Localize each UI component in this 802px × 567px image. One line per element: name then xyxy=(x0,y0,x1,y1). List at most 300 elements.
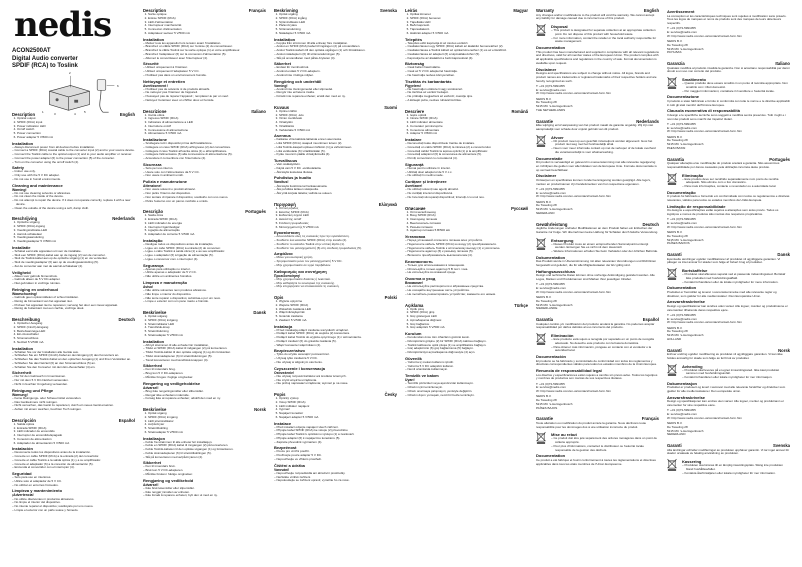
list-item: 4. På/av-brytare xyxy=(279,24,397,28)
contact-line: PAESI BASSI xyxy=(667,145,686,150)
section-heading: Установка xyxy=(405,234,426,240)
list-item: – Außen mit einem weichen, feuchten Tuch reinigen. xyxy=(12,408,135,412)
paragraph: Ontwerpen en specificaties kunnen zonder kennisgeving worden gewijzigd. Alle logo's, merken en productnamen zijn handelsmerken van hun respectieve eigenaren. xyxy=(536,177,651,186)
bullet-list xyxy=(12,146,135,165)
list-item: – Csatlakoztassa az adaptert (6) a tápcsatlakozóhoz (5). xyxy=(405,53,528,57)
contact-line: THE NETHERLANDS xyxy=(536,107,566,112)
list-item: – Telepítés előtt kapcsolja ki az összes eszközt. xyxy=(405,42,528,46)
contact-line: NEDERLAND xyxy=(667,432,686,437)
section-heading: Haftungsausschluss xyxy=(536,268,576,274)
list-item: – Cihazın içini temizlemeyin. xyxy=(405,386,528,390)
list-item: – Må ikke brukes i fuktige omgivelser. xyxy=(143,473,266,477)
list-item: 1. Optisk utgang xyxy=(148,412,266,416)
warning-heading: Waarschuwing! xyxy=(12,291,37,296)
bullet-list xyxy=(274,138,397,157)
callout-label: 4 xyxy=(74,111,76,116)
section-heading: Rengjøring og vedlikehold xyxy=(143,477,194,483)
contact-line: NEDIS B.V. xyxy=(667,39,683,43)
list-item: 6. Hálózati adapter 5 V/500 mA xyxy=(410,32,528,36)
list-item: 4. On/off switch xyxy=(17,128,135,132)
contact-block xyxy=(536,188,659,199)
list-item: – Não utilize em ambientes húmidos. xyxy=(143,275,266,279)
contact-line: De Tweeling 28 xyxy=(536,398,557,402)
list-item: – Dit product moet op een geschikt inzamelpunt worden afgevoerd. Gooi het product niet weg met het huishoudelijk afval. xyxy=(551,140,659,148)
paragraph: Produktet er produsert og levert i samsvar med alle relevante forskrifter og direktiver som gjelder for alle medlemsstatene i Den europeiske union. xyxy=(667,385,786,393)
bullet-list xyxy=(274,235,397,250)
list-item: 6. Adaptor 5 V/500 mA xyxy=(410,132,528,136)
list-item: 3. Светодиод питания xyxy=(410,218,528,222)
list-item: – Este producto está sujeto a recogida por separado en un punto de recogida adecuado. No deseche este producto con la basura doméstica. xyxy=(551,338,659,346)
section-heading: Installation xyxy=(274,36,296,42)
list-item: – Do not attempt to repair the device. If it does not operate correctly, replace it with a new device. xyxy=(12,199,135,207)
list-item: – No intente reparar el dispositivo; sustitúyalo por uno nuevo. xyxy=(12,505,135,509)
paragraph: Toute altération ou modification du produit annule la garantie. Nous déclinons toute responsabilité pour les dommages dus à une utilisation incorrecte du produit. xyxy=(536,420,647,429)
section-heading: Limpeza e manutenção xyxy=(143,279,188,285)
section-title: Descripción xyxy=(12,417,36,423)
contact-line: De Tweeling 28 xyxy=(536,100,557,105)
list-item: – Używaj tylko zasilacza 5 V DC. xyxy=(274,357,397,361)
contact-line: E: service@nedis.com xyxy=(536,385,566,390)
list-item: – Güç adaptörünü (6) güç bağlantısına (5) bağlayın. xyxy=(405,347,528,351)
disposal-text xyxy=(682,76,790,93)
language-label: Română xyxy=(511,108,528,114)
list-item: – Brug ikke rengøringsmidler eller slibemidler. xyxy=(143,390,266,394)
list-item: 2. Είσοδος SPDIF (RCA) xyxy=(279,211,397,215)
section-heading: Avertissement xyxy=(667,9,695,14)
list-item: 6. Μετασχηματιστής 5 V/500 mA xyxy=(279,226,397,230)
list-item: – Conecte el adaptador (6) a la conexión de alimentación (5). xyxy=(12,463,135,467)
contact-line: NEDERLAND xyxy=(536,210,555,215)
list-item: – Не используйте во влажной среде. xyxy=(405,271,528,275)
language-label: Polski xyxy=(384,295,397,301)
list-item: – Questo prodotto deve essere smaltito in un punto di raccolta appropriato. Non smaltirlo con i rifiuti domestici. xyxy=(682,82,790,90)
list-item: 3. Virran merkkivalo xyxy=(279,117,397,121)
list-item: – Ne tisztítsa az eszköz belsejét. xyxy=(405,91,528,95)
contact-line: T: +31 (0)73-5991055 xyxy=(667,408,696,413)
warning-heading: Varování! xyxy=(274,467,290,472)
disposal-block xyxy=(667,267,790,284)
list-item: – Ce produit doit être jeté séparément des ordures ménagères dans un point de collecte approprié. xyxy=(551,437,659,445)
list-item: – Scollegare tutti i dispositivi prima dell'installazione. xyxy=(143,142,266,146)
bullet-list xyxy=(12,451,135,470)
list-item: 3. LED indicador de energia xyxy=(148,222,266,226)
section-heading: Güvenlik xyxy=(405,355,422,361)
list-item: – Endast för inomhusbruk. xyxy=(274,66,397,70)
list-item: 6. Adaptateur secteur 5 V/500 mA xyxy=(148,32,266,36)
section-title: Περιγραφή xyxy=(274,201,296,207)
list-item: 2. SPDIF (RCA) -tulo xyxy=(279,114,397,118)
list-item: – Csatlakoztasson egy SPDIF (RCA) kábelt az átalakító bemenetéhez (2). xyxy=(405,45,528,49)
list-item: – Используйте только адаптер 5 В пост. тока. xyxy=(405,268,528,272)
bullet-list xyxy=(405,336,528,355)
list-item: 2. Intrare SPDIF (RCA) xyxy=(410,117,528,121)
list-item: 3. Voedingsindicatie-LED xyxy=(17,229,135,233)
section-title: Açıklama xyxy=(405,302,424,308)
list-item: – Kurulumdan önce tüm cihazların gücünü kesin. xyxy=(405,336,528,340)
list-item: – Gebruik geen oplosmiddelen of schuurmiddelen. xyxy=(12,296,135,300)
bullet-list xyxy=(405,167,528,178)
section-heading: Documentation xyxy=(536,45,566,50)
section-title: Description xyxy=(143,8,167,13)
section-heading: Installation xyxy=(143,338,165,344)
section-title: Descriere xyxy=(405,108,425,114)
list-item: – Dieses Produkt muss an einem entsprechenden Sammelpunkt entsorgt werden. Entsorgen Sie es nicht mit dem Hausmüll. xyxy=(551,243,659,251)
list-item: 1. Optisk udgang xyxy=(148,315,266,319)
list-item: – Porniți convertorul cu comutatorul (4). xyxy=(405,157,528,161)
bullet-list xyxy=(274,450,397,461)
list-item: – Utilize apenas o adaptador de 5 V CC. xyxy=(143,271,266,275)
list-item: – Nepokoušejte se zařízení opravit; vyměňte ho za nové. xyxy=(274,479,397,483)
section-heading: Puhdistus ja huolto xyxy=(274,175,312,181)
bullet-list xyxy=(405,239,528,258)
list-item: – Ligue o adaptador (6) à ligação de alimentação (5). xyxy=(143,254,266,258)
list-item: 6. Voedingsadapter 5 V/500 mA xyxy=(17,240,135,244)
list-item: 5. Voedingsaansluiting xyxy=(17,236,135,240)
section-heading: Bezpečnost xyxy=(274,445,297,451)
section-heading: Installation xyxy=(12,140,34,146)
section-heading: Pulizia e manutenzione xyxy=(143,179,188,185)
list-item: – Utilizați doar adaptorul de 5 V c.c. xyxy=(405,171,528,175)
contact-line: 5215 MC 's-Hertogenbosch xyxy=(667,428,704,433)
list-item: – Reinig de buitenkant met een zachte, vochtige doek. xyxy=(12,307,135,311)
section-heading: Installation xyxy=(143,36,165,42)
language-label: Dansk xyxy=(253,310,266,316)
section-heading: Reinigung und Pflege xyxy=(12,387,54,393)
paragraph: Elke wijziging en/of aanpassing van het product maakt de garantie ongeldig. Wij zijn niet aansprakelijk voor schade door onjuist gebruik van dit product. xyxy=(536,123,654,131)
parts-list xyxy=(274,110,397,133)
list-item: – Не пытайтесь ремонтировать устройство; замените его новым. xyxy=(405,293,528,297)
list-item: – Bruk kun 5 V DC-adapteren. xyxy=(143,469,266,473)
list-item: – Desligue todos os dispositivos antes da instalação. xyxy=(143,243,266,247)
section-title: Beschrijving xyxy=(12,216,38,222)
list-item: – Pulire l'esterno con un panno morbido e umido. xyxy=(143,200,266,204)
list-item: 3. LED d'alimentation xyxy=(148,21,266,25)
list-item: – Ne nettoyez pas l'intérieur de l'appareil. xyxy=(143,91,266,95)
list-item: 2. SPDIF (RCA) input xyxy=(17,121,135,125)
section-title: Descrição xyxy=(143,209,164,215)
contact-line: E: service@nedis.com xyxy=(536,190,566,195)
section-heading: Nettoyage et entretien xyxy=(143,78,186,84)
section-heading: Seguridad xyxy=(12,471,32,477)
list-item: 1. Salida óptica xyxy=(17,423,135,427)
paragraph: Design und technische Daten können ohne vorherige Ankündigung geändert werden. Alle Logos, Marken und Produktnamen sind Marken ihrer jeweiligen Inhaber. xyxy=(536,273,655,281)
parts-list xyxy=(12,117,135,140)
list-item: 4. Virtakytkin xyxy=(279,121,397,125)
paragraph: This product has been manufactured and supplied in compliance with all relevant regulations and directives, valid for all member states of the European Union. The product complies with all applicable specifications and regulations in the country of sale. Formal documentation is available upon request. xyxy=(536,49,659,65)
list-item: – Pouze pro vnitřní použití. xyxy=(274,450,397,454)
section-title: Garanzia xyxy=(667,61,685,66)
list-item: 1. Optinen lähtö xyxy=(279,110,397,114)
disposal-block xyxy=(536,237,659,254)
list-item: – Não limpe o interior do dispositivo. xyxy=(143,293,266,297)
list-item: 6. Verkkolaite 5 V/500 mA xyxy=(279,129,397,133)
section-title: Beskrivelse xyxy=(143,407,167,413)
contact-line: W: http://www.nedis.com/en-us/contact/contact-form.htm xyxy=(536,194,611,199)
bullet-list xyxy=(143,344,266,363)
bullet-list xyxy=(405,264,528,275)
list-item: – Kapcsolja be az átalakítót a be/ki kapcsolóval (4). xyxy=(405,57,528,61)
list-item: 5. Stromanschluss xyxy=(17,337,135,341)
list-item: 4. Włącznik/wyłącznik xyxy=(279,311,397,315)
language-label: English xyxy=(643,8,659,13)
weee-crossed-bin-icon xyxy=(536,431,546,444)
contact-line: 5215 MC 's-Hertogenbosch xyxy=(667,237,704,242)
product-title xyxy=(12,48,135,71)
bullet-list xyxy=(405,285,528,296)
list-item: – Forsøg ikke at reparere enheden; udskift den med en ny. xyxy=(143,397,266,401)
list-item: 2. Ingresso SPDIF (RCA) xyxy=(148,117,266,121)
bullet-list xyxy=(682,369,790,380)
section-heading: Documentazione xyxy=(667,94,700,100)
list-item: – Para mais informações, contacte o revendedor ou a autoridade local. xyxy=(682,185,790,189)
column-5 xyxy=(536,8,659,467)
list-item: – Liitä SPDIF (RCA) -kaapeli muuntimen tuloon (2). xyxy=(274,142,397,146)
list-item: 5. Connexion d'alimentation xyxy=(148,28,266,32)
weee-crossed-bin-icon xyxy=(536,332,546,345)
section-heading: Asennus xyxy=(274,133,291,139)
list-item: – Koble fra strømmen til alle enheter før installasjon. xyxy=(143,441,266,445)
list-item: 1. Sortie optique xyxy=(148,13,266,17)
list-item: – Nie używaj w wilgotnym otoczeniu. xyxy=(274,361,397,365)
bullet-list xyxy=(12,397,135,412)
disposal-block xyxy=(536,23,659,44)
section-heading: Ansvarsfraskrivelse xyxy=(667,394,706,400)
language-label: Norsk xyxy=(254,407,266,413)
section-heading: Installatie xyxy=(12,244,31,250)
list-item: 3. Indicatore di alimentazione a LED xyxy=(148,121,266,125)
section-heading: Καθαρισμός και συντήρηση xyxy=(274,268,327,274)
product-name: Digital Audio converter xyxy=(12,55,78,62)
list-item: 3. LED indicador de encendido xyxy=(17,430,135,434)
list-item: – Este produto deve ser recolhido separadamente num ponto de recolha adequado. Não elimine com o lixo doméstico. xyxy=(682,178,790,186)
bullet-list xyxy=(405,142,528,161)
contact-block xyxy=(536,85,659,96)
bullet-list xyxy=(274,472,397,483)
list-item: – Μην χρησιμοποιείτε διαλύτες ή λειαντικά. xyxy=(274,278,397,282)
section-heading: Ασφάλεια xyxy=(274,251,293,257)
contact-line: E: service@nedis.com xyxy=(667,221,697,225)
list-item: – Συνδέστε ένα καλώδιο SPDIF (RCA) στην είσοδο (2). xyxy=(274,239,397,243)
paragraph: La conception et les caractéristiques techniques sont sujettes à modification sans préavis. Tous les logos de marques et noms de produits sont des marques de leurs détenteurs respectifs. xyxy=(667,13,787,25)
list-item: – Turn on the converter using the on/off switch (4). xyxy=(12,161,135,165)
list-item: – Non usare in ambienti umidi. xyxy=(143,174,266,178)
warning-heading: Avertizare! xyxy=(405,184,423,189)
list-item: 5. Strømtilslutning xyxy=(148,330,266,334)
disposal-text xyxy=(551,237,659,254)
contact-block xyxy=(667,422,790,437)
list-item: 2. SPDIF (RCA) indgang xyxy=(148,319,266,323)
warning-heading: Προειδοποίηση! xyxy=(274,273,301,278)
list-item: – Kontakta återförsäljaren eller lokala myndigheter för mer information. xyxy=(682,472,790,476)
warning-heading: Varoitus! xyxy=(274,180,289,185)
language-label: Italiano xyxy=(775,61,790,66)
list-item: – Sluit de Toslink-kabel aan op de optische uitgang (1) en uw versterker. xyxy=(12,257,135,261)
list-item: 4. Tænd/sluk-knap xyxy=(148,326,266,330)
section-heading: Sikkerhet xyxy=(143,460,162,466)
disposal-block xyxy=(536,332,659,353)
list-item: – Allumez le convertisseur avec l'interrupteur (4). xyxy=(143,57,266,61)
list-item: – Försök inte reparera enheten; ersätt den med en ny. xyxy=(274,95,397,99)
list-item: 3. LED indicator alimentare xyxy=(410,121,528,125)
list-item: – Only use with the 5 V DC adapter. xyxy=(12,174,135,178)
weee-crossed-bin-icon xyxy=(667,267,677,280)
bullet-list xyxy=(274,375,397,386)
list-item: – Limpie el exterior con un paño suave y húmedo. xyxy=(12,509,135,513)
list-item: – Do not use in humid environments. xyxy=(12,178,135,182)
list-item: – For more information, contact the retailer or the local authority responsible for waste management. xyxy=(551,37,659,45)
section-heading: Documentação xyxy=(667,189,696,195)
list-item: – Encienda el convertidor con el interruptor (4). xyxy=(12,466,135,470)
contact-line: De Tweeling 28 xyxy=(536,203,557,208)
list-item: 2. SPDIF (RCA) ingång xyxy=(279,17,397,21)
list-item: 4. Comutator pornire/oprire xyxy=(410,125,528,129)
section-title: Opis xyxy=(274,295,284,301)
list-item: – N'essayez pas de réparer l'appareil ; remplacez-le par un neuf. xyxy=(143,95,266,99)
list-item: – Weitere Informationen erhalten Sie beim Verkäufer oder der örtlichen Behörde. xyxy=(551,250,659,254)
parts-list xyxy=(143,13,266,36)
warning-heading: Attenzione! xyxy=(143,184,162,189)
bullet-list xyxy=(12,296,135,311)
list-item: – Cihazın dışını yumuşak, nemli bir bezle temizleyin. xyxy=(405,394,528,398)
disposal-block xyxy=(536,431,659,452)
list-item: – Pour plus d'informations, contactez le distributeur ou l'autorité locale responsable de la gestion des déchets. xyxy=(551,445,659,453)
bullet-list xyxy=(143,368,266,379)
list-item: – Utilisez uniquement à l'intérieur. xyxy=(143,66,266,70)
warning-heading: Avertissement ! xyxy=(143,83,169,88)
list-item: – Katkaise virta kaikista laitteista ennen asennusta. xyxy=(274,138,397,142)
bullet-list xyxy=(682,273,790,284)
list-item: – Włącz konwerter włącznikiem (4). xyxy=(274,344,397,348)
language-label: English xyxy=(119,112,135,117)
list-item: – Använd inte lösningsmedel eller slipmedel. xyxy=(274,88,397,92)
section-heading: Tisztítás és karbantartás xyxy=(405,78,452,84)
contact-line: 5215 MC 's-Hertogenbosch xyxy=(667,142,704,146)
list-item: – Připojte kabel SPDIF (RCA) ke vstupu (2) převodníku. xyxy=(274,429,397,433)
warning-heading: Uyarı! xyxy=(405,378,415,383)
section-heading: Instalación xyxy=(12,446,33,452)
warning-heading: Aviso! xyxy=(143,284,154,289)
contact-line: NEDIS B.V. xyxy=(667,325,683,330)
list-item: – Dönüştürücüyü açma/kapama düğmesiyle (4) açın. xyxy=(405,351,528,355)
list-item: – Conectați adaptorul (6) la conexiunea de alimentare (5). xyxy=(405,153,528,157)
list-item: – Liitä verkkolaite (6) virtaliitäntään (5). xyxy=(274,150,397,154)
section-heading: Installazione xyxy=(143,137,168,143)
list-item: 2. Entrée SPDIF (RCA) xyxy=(148,17,266,21)
list-item: 5. Strömanslutning xyxy=(279,28,397,32)
list-item: – Älä yritä korjata laitetta; vaihda se uuteen. xyxy=(274,192,397,196)
list-item: – Nie używaj rozpuszczalników ani środków ściernych. xyxy=(274,375,397,379)
contact-line: De Tweeling 28 xyxy=(667,329,688,334)
contact-line: W: http://www.nedis.com/en-us/contact/contact-form.htm xyxy=(667,320,742,325)
list-item: 5. Ligação de alimentação xyxy=(148,229,266,233)
list-item: 6. Адаптер питания 5 В/500 мА xyxy=(410,229,528,233)
list-item: – Collegare un cavo SPDIF (RCA) all'ingresso (2) del convertitore. xyxy=(143,146,266,150)
bullet-list xyxy=(12,192,135,211)
contact-block xyxy=(667,27,790,38)
contact-block xyxy=(667,218,790,229)
list-item: – Ligue o conversor com o interruptor (4). xyxy=(143,258,266,262)
list-item: – Yalnızca 5 V DC adaptörü kullanın. xyxy=(405,365,528,369)
list-item: – Keine Reinigungs- oder Scheuermittel verwenden. xyxy=(12,397,135,401)
list-item: 2. Вход SPDIF (RCA) xyxy=(410,214,528,218)
section-heading: Εγκατάσταση xyxy=(274,230,300,236)
list-item: – Niet gebruiken in vochtige ruimtes. xyxy=(12,282,135,286)
language-label: Français xyxy=(641,416,659,422)
list-item: 2. SPDIF (RCA) giriş xyxy=(410,311,528,315)
paragraph: Los diseños y especificaciones están sujetos a cambio sin previo aviso. Todos los logotipos y nombres de productos son marcas de sus respectivos titulares. xyxy=(536,372,658,381)
list-item: – Nie próbuj naprawiać urządzenia; wymień je na nowe. xyxy=(274,382,397,386)
list-item: 6. Nätadapter 5 V/500 mA xyxy=(279,32,397,36)
list-item: – Συνδέστε τον μετασχηματιστή (6) στη σύνδεση τροφοδοσίας (5). xyxy=(274,247,397,251)
contact-block xyxy=(536,395,659,410)
column-2 xyxy=(143,8,266,498)
callout-label: 1 xyxy=(42,109,44,114)
callout-label: 6 xyxy=(117,83,119,88)
list-item: – Produktet skal leveres på et egnet innsamlingssted. Ikke kast produktet sammen med husholdningsavfall. xyxy=(682,369,790,377)
list-item: – Não utilize solventes nem produtos abrasivos. xyxy=(143,289,266,293)
contact-line: De Tweeling 28 xyxy=(667,42,688,47)
warning-heading: Figyelem! xyxy=(405,83,421,88)
list-item: – Usare solo con l'alimentatore da 5 V CC. xyxy=(143,171,266,175)
list-item: 4. Interrupteur marche/arrêt xyxy=(148,24,266,28)
list-item: – Do not clean the inside of the device. xyxy=(12,195,135,199)
list-item: – Αποσυνδέστε όλες τις συσκευές πριν την εγκατάσταση. xyxy=(274,235,397,239)
contact-block xyxy=(667,409,790,420)
list-item: – Gebruik alleen de 5 V DC-adapter. xyxy=(12,278,135,282)
section-heading: Ansvarsfraskrivelse xyxy=(667,299,706,305)
list-item: 5. Gniazdo zasilania xyxy=(279,315,397,319)
list-item: 1. Optik çıkış xyxy=(410,308,528,312)
list-item: – Χρησιμοποιείτε μόνο τον μετασχηματιστή 5 V DC. xyxy=(274,260,397,264)
contact-line: NEDIS B.V. xyxy=(536,199,552,204)
section-heading: Instalacja xyxy=(274,323,293,329)
list-item: – Schließen Sie das Toslink-Kabel an den optischen Ausgang (1) und Ihren Verstärker an. xyxy=(12,358,135,362)
section-heading: Curățare și întreținere xyxy=(405,179,447,185)
contact-line: E: service@nedis.com xyxy=(536,286,566,290)
bullet-list xyxy=(551,243,659,254)
list-item: 2. Wejście SPDIF (RCA) xyxy=(279,304,397,308)
bullet-list xyxy=(143,66,266,77)
section-heading: Безопасность xyxy=(405,258,433,264)
list-item: 3. Wskaźnik zasilania LED xyxy=(279,308,397,312)
list-item: – Mettez tous les appareils hors tension avant l'installation. xyxy=(143,42,266,46)
nedis-logo: nedis xyxy=(14,5,112,45)
list-item: – Rengör inte enhetens insida. xyxy=(274,91,397,95)
contact-line: W: http://www.nedis.com/en-us/contact/contact-form.htm xyxy=(667,415,742,420)
parts-list xyxy=(12,322,135,345)
list-item: – Nu curățați interiorul dispozitivului. xyxy=(405,192,528,196)
contact-line: NEDIS B.V. xyxy=(536,96,552,101)
bullet-list xyxy=(12,170,135,181)
list-item: 1. Optical output xyxy=(17,117,135,121)
section-heading: Documentación xyxy=(536,354,567,359)
bullet-list xyxy=(405,188,528,199)
list-item: – Afbryd strømmen til alle enheder før installation. xyxy=(143,344,266,348)
section-heading: Bezpieczeństwo xyxy=(274,348,305,354)
bullet-list xyxy=(12,250,135,269)
list-item: – Подключите кабель SPDIF (RCA) ко входу (2) преобразователя. xyxy=(405,243,528,247)
bullet-list xyxy=(274,163,397,174)
list-item: – Csak az 5 V DC adapterrel használja. xyxy=(405,70,528,74)
list-item: 6. Güç adaptörü 5 V/500 mA xyxy=(410,326,528,330)
list-item: – Tilslut et SPDIF (RCA) kabel til indgangen (2) på konverteren. xyxy=(143,347,266,351)
list-item: – Podłącz kabel SPDIF (RCA) do wejścia (2) konwertera. xyxy=(274,332,397,336)
callout-label: 3 xyxy=(54,111,56,116)
parts-list xyxy=(12,423,135,446)
contact-line: E: service@nedis.com xyxy=(667,125,697,130)
list-item: – Dönüştürücü girişine (2) bir SPDIF (RCA) kablosu bağlayın. xyxy=(405,340,528,344)
section-heading: Disclaimer xyxy=(536,173,557,179)
